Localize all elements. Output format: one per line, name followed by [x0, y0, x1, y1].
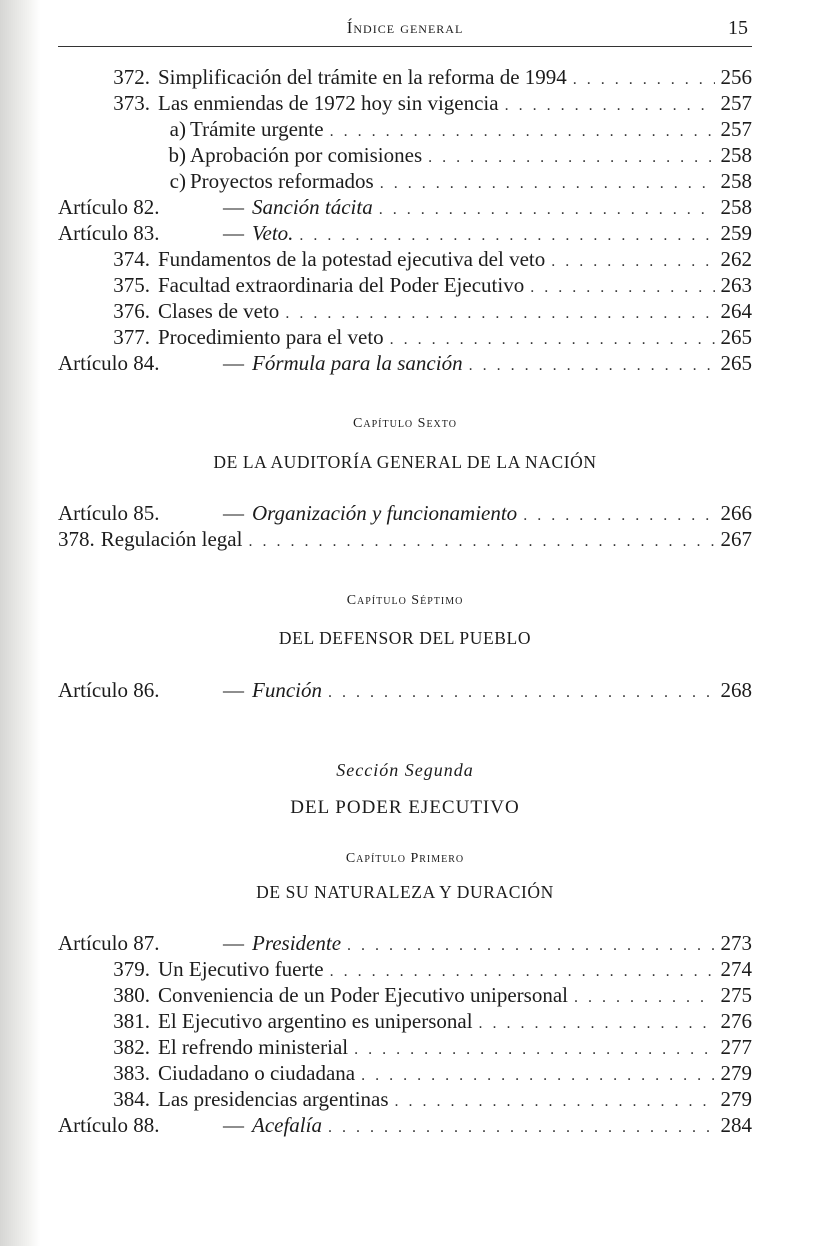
section-title: DEL PODER EJECUTIVO	[290, 797, 520, 818]
entry-page: 284	[720, 1113, 752, 1137]
entry-page: 265	[720, 351, 752, 375]
book-spine-shadow	[0, 0, 40, 1246]
entry-title: Un Ejecutivo fuerte	[158, 957, 324, 981]
em-dash: —	[223, 678, 244, 702]
entry-title: El refrendo ministerial	[158, 1035, 349, 1059]
toc-entry-article	[58, 220, 752, 246]
entry-title: Proyectos reformados	[190, 169, 374, 193]
entry-page: 262	[720, 247, 752, 271]
entry-page: 263	[720, 273, 752, 297]
article-number: Artículo 88.	[58, 1113, 160, 1137]
entry-page: 279	[720, 1087, 752, 1111]
entry-number: 380.	[113, 983, 150, 1007]
entry-page: 256	[720, 65, 752, 89]
article-number: Artículo 87.	[58, 931, 160, 955]
entry-page: 267	[720, 527, 752, 551]
article-number: Artículo 83.	[58, 221, 160, 245]
dot-leader	[328, 680, 715, 706]
page-number: 15	[728, 17, 748, 39]
entry-page: 258	[720, 169, 752, 193]
entry-title: Simplificación del trámite en la reforma de 1994	[158, 65, 567, 89]
entry-page: 258	[720, 195, 752, 219]
entry-title: Aprobación por comisiones	[190, 143, 423, 167]
entry-number: c)	[169, 169, 186, 193]
toc-entry-article	[58, 350, 752, 376]
entry-number: 373.	[113, 91, 150, 115]
entry-page: 257	[720, 117, 752, 141]
em-dash: —	[223, 351, 244, 375]
toc-entry-article	[58, 1112, 752, 1138]
entry-page: 264	[720, 299, 752, 323]
article-title: Sanción tácita	[252, 195, 373, 219]
entry-page: 274	[720, 957, 752, 981]
entry-title: Conveniencia de un Poder Ejecutivo unipersonal	[158, 983, 568, 1007]
entry-page: 266	[720, 501, 752, 525]
entry-title: Las enmiendas de 1972 hoy sin vigencia	[158, 91, 499, 115]
toc-entry	[58, 1060, 752, 1086]
entry-title: Fundamentos de la potestad ejecutiva del veto	[158, 247, 546, 271]
entry-number: 379.	[113, 957, 150, 981]
article-title: Acefalía	[252, 1113, 322, 1137]
toc-entry-article	[58, 194, 752, 220]
toc-entry	[58, 526, 752, 552]
toc-entry-article	[58, 930, 752, 956]
entry-number: 383.	[113, 1061, 150, 1085]
entry-number: 384.	[113, 1087, 150, 1111]
dot-leader	[469, 353, 715, 379]
running-head-title: Índice general	[346, 18, 464, 37]
entry-page: 268	[720, 678, 752, 702]
article-title: Fórmula para la sanción	[252, 351, 463, 375]
article-number: Artículo 85.	[58, 501, 160, 525]
toc-entry	[58, 272, 752, 298]
chapter-title: DEL DEFENSOR DEL PUEBLO	[278, 628, 532, 648]
entry-title: Facultad extraordinaria del Poder Ejecutivo	[158, 273, 525, 297]
entry-number: 382.	[113, 1035, 150, 1059]
entry-title: Clases de veto	[158, 299, 280, 323]
section-label: Sección Segunda	[336, 760, 474, 780]
entry-number: 374.	[113, 247, 150, 271]
entry-number: 375.	[113, 273, 150, 297]
article-number: Artículo 84.	[58, 351, 160, 375]
running-head	[58, 16, 752, 47]
toc-entry	[58, 1034, 752, 1060]
toc-entry	[58, 64, 752, 90]
entry-number: b)	[168, 143, 186, 167]
toc-entry	[58, 90, 752, 116]
em-dash: —	[223, 501, 244, 525]
article-number: Artículo 82.	[58, 195, 160, 219]
toc-entry	[58, 1086, 752, 1112]
article-number: Artículo 86.	[58, 678, 160, 702]
article-title: Organización y funcionamiento	[252, 501, 518, 525]
chapter-title: DE SU NATURALEZA Y DURACIÓN	[256, 882, 554, 902]
chapter-label: Capítulo Primero	[345, 851, 465, 866]
toc-entry	[58, 142, 752, 168]
entry-number: a)	[169, 117, 186, 141]
entry-page: 257	[720, 91, 752, 115]
toc-entry	[58, 982, 752, 1008]
toc-entry-article	[58, 677, 752, 703]
entry-number: 381.	[113, 1009, 150, 1033]
entry-number: 372.	[113, 65, 150, 89]
dot-leader	[248, 529, 714, 555]
toc-entry	[58, 324, 752, 350]
entry-page: 273	[720, 931, 752, 955]
entry-title: El Ejecutivo argentino es unipersonal	[158, 1009, 473, 1033]
toc-entry	[58, 298, 752, 324]
entry-title: Trámite urgente	[190, 117, 324, 141]
chapter-label: Capítulo Sexto	[353, 416, 457, 431]
entry-number: 378.	[58, 527, 95, 551]
entry-page: 279	[720, 1061, 752, 1085]
toc-entry	[58, 1008, 752, 1034]
entry-page: 276	[720, 1009, 752, 1033]
article-title: Presidente	[252, 931, 342, 955]
entry-title: Las presidencias argentinas	[158, 1087, 389, 1111]
entry-title: Procedimiento para el veto	[158, 325, 384, 349]
dot-leader	[328, 1115, 715, 1141]
entry-page: 275	[720, 983, 752, 1007]
chapter-label: Capítulo Séptimo	[346, 593, 464, 608]
article-title: Veto.	[252, 221, 294, 245]
entry-page: 277	[720, 1035, 752, 1059]
entry-number: 376.	[113, 299, 150, 323]
entry-page: 259	[720, 221, 752, 245]
toc-entry	[58, 246, 752, 272]
entry-title: Ciudadano o ciudadana	[158, 1061, 356, 1085]
em-dash: —	[223, 931, 244, 955]
em-dash: —	[223, 195, 244, 219]
entry-page: 258	[720, 143, 752, 167]
toc-entry	[58, 116, 752, 142]
toc-entry-article	[58, 500, 752, 526]
entry-number: 377.	[113, 325, 150, 349]
toc-entry	[58, 956, 752, 982]
em-dash: —	[223, 1113, 244, 1137]
entry-page: 265	[720, 325, 752, 349]
article-title: Función	[252, 678, 322, 702]
toc-entry	[58, 168, 752, 194]
entry-title: Regulación legal	[100, 527, 243, 551]
chapter-title: DE LA AUDITORÍA GENERAL DE LA NACIÓN	[213, 452, 597, 472]
em-dash: —	[223, 221, 244, 245]
